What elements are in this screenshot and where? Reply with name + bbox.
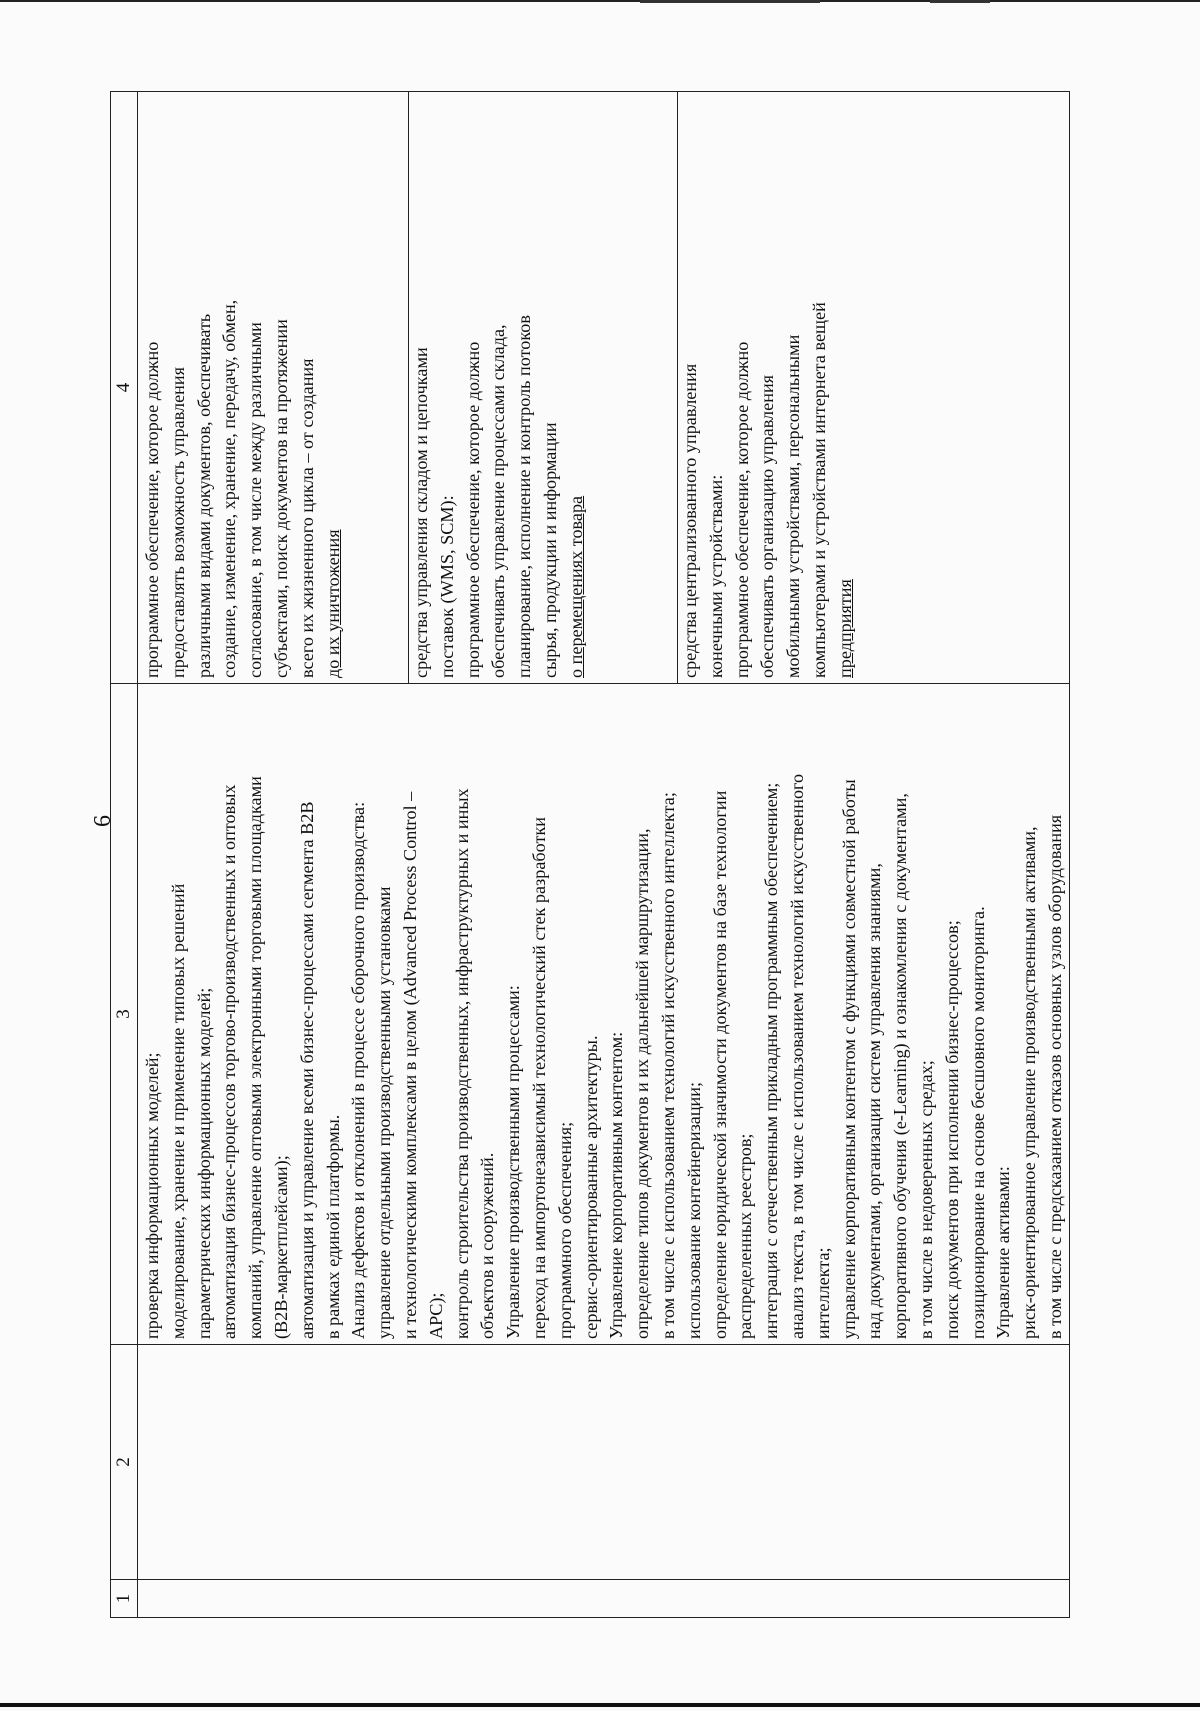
col3-line: в том числе в недоверенных средах; bbox=[915, 1060, 936, 1339]
table-row bbox=[138, 92, 1070, 1618]
col3-line: и технологическими комплексами в целом (Advanced Process Control – bbox=[399, 791, 420, 1339]
col4-block-line: предоставлять возможность управления bbox=[167, 366, 188, 678]
page-number: 6 bbox=[90, 815, 116, 827]
col4-block-line: программное обеспечение, которое должно bbox=[731, 341, 752, 678]
content-table bbox=[110, 91, 1070, 1618]
col3-line: позиционирование на основе бесшовного мониторинга. bbox=[967, 906, 988, 1339]
col3-line: автоматизация бизнес-процессов торгово-производственных и оптовых bbox=[219, 784, 240, 1339]
scan-bottom-edge bbox=[0, 1703, 1200, 1707]
col3-line: в рамках единой платформы. bbox=[322, 1114, 343, 1339]
header-col-2: 2 bbox=[111, 1345, 138, 1580]
col4-block-line: создание, изменение, хранение, передачу, обмен, bbox=[219, 299, 240, 678]
cell-col-4 bbox=[138, 92, 1070, 684]
col3-line: поиск документов при исполнении бизнес-процессов; bbox=[941, 920, 962, 1339]
col4-block-endpoints bbox=[676, 92, 946, 683]
col3-line: программного обеспечения; bbox=[554, 1121, 575, 1339]
col4-block-warehouse bbox=[407, 92, 678, 683]
rotated-table-wrapper bbox=[110, 96, 1065, 1618]
col4-block-line: конечными устройствами: bbox=[705, 474, 726, 678]
col4-block-line: различными видами документов, обеспечивать bbox=[193, 313, 214, 678]
col3-line: корпоративного обучения (e-Learning) и ознакомления с документами, bbox=[890, 793, 911, 1339]
col3-line: моделирование, хранение и применение типовых решений bbox=[167, 883, 188, 1339]
col3-line: (B2B-маркетплейсами); bbox=[270, 1155, 291, 1339]
scan-top-edge bbox=[0, 0, 1200, 2]
col3-line: переход на импортонезависимый технологический стек разработки bbox=[528, 816, 549, 1339]
col4-block-line: средства централизованного управления bbox=[680, 363, 700, 678]
col4-block-line: поставок (WMS, SCM): bbox=[436, 495, 457, 678]
col4-block-line: обеспечивать управление процессами склада, bbox=[488, 324, 509, 678]
col3-line: интеллекта; bbox=[812, 1247, 833, 1339]
col3-line: компаний, управление оптовыми электронными торговыми площадками bbox=[245, 776, 266, 1339]
col3-line: определение типов документов и их дальнейшей маршрутизации, bbox=[632, 828, 653, 1339]
col4-block-line: субъектами, поиск документов на протяжении bbox=[270, 319, 291, 678]
col4-block-documents bbox=[138, 92, 409, 683]
col3-line: над документами, организации систем управления знаниями, bbox=[864, 863, 885, 1339]
col3-line: сервис-ориентированные архитектуры. bbox=[580, 1035, 601, 1339]
col3-line: в том числе с предсказанием отказов основных узлов оборудования bbox=[1044, 814, 1065, 1339]
cell-col-3 bbox=[138, 684, 1070, 1345]
col3-line: контроль строительства производственных, инфраструктурных и иных bbox=[451, 788, 472, 1339]
col3-line: Управление корпоративным контентом: bbox=[606, 1031, 627, 1339]
col3-line: автоматизация и управление всеми бизнес-процессами сегмента B2B bbox=[296, 801, 317, 1339]
col4-block-line: о перемещениях товара bbox=[565, 495, 586, 678]
col4-block-line: обеспечивать организацию управления bbox=[757, 374, 778, 678]
header-col-3: 3 bbox=[111, 684, 138, 1345]
col4-block-line: всего их жизненного цикла – от создания bbox=[296, 358, 317, 678]
col3-line: в том числе с использованием технологий искусственного интеллекта; bbox=[657, 792, 678, 1339]
cell-col-1 bbox=[138, 1580, 1070, 1618]
col3-line: интеграция с отечественным прикладным программным обеспечением; bbox=[761, 782, 782, 1339]
col3-line: управление корпоративным контентом с функциями совместной работы bbox=[838, 779, 859, 1339]
col4-block-line: предприятия bbox=[834, 579, 855, 678]
col4-block-line: планирование, исполнение и контроль потоков bbox=[514, 315, 535, 678]
col3-line: APC); bbox=[425, 1292, 446, 1339]
col3-line: риск-ориентированное управление производственными активами, bbox=[1019, 826, 1040, 1339]
header-col-1: 1 bbox=[111, 1580, 138, 1618]
col4-block-line: средства управления складом и цепочками bbox=[411, 347, 431, 678]
col3-line: распределенных реестров; bbox=[735, 1133, 756, 1339]
scan-mark bbox=[930, 0, 990, 3]
col3-line: Управление производственными процессами: bbox=[503, 985, 524, 1339]
table-header-row bbox=[111, 92, 138, 1618]
col3-line: Управление активами: bbox=[993, 1166, 1014, 1339]
col3-line: анализ текста, в том числе с использованием технологий искусственного bbox=[786, 773, 807, 1339]
col3-line: использование контейнеризации; bbox=[683, 1081, 704, 1339]
col3-line: определение юридической значимости документов на базе технологии bbox=[709, 790, 730, 1339]
col3-line: объектов и сооружений. bbox=[477, 1152, 498, 1339]
header-col-4: 4 bbox=[111, 92, 138, 684]
col3-line: параметрических информационных моделей; bbox=[193, 987, 214, 1339]
col4-block-line: сырья, продукции и информации bbox=[539, 422, 560, 678]
col4-block-line: программное обеспечение, которое должно bbox=[142, 341, 162, 678]
col3-line: управление отдельными производственными установками bbox=[374, 886, 395, 1339]
col4-block-line: согласование, в том числе между различными bbox=[245, 322, 266, 678]
scan-mark bbox=[640, 0, 820, 3]
cell-col-2 bbox=[138, 1345, 1070, 1580]
col3-line: проверка информационных моделей; bbox=[142, 1052, 162, 1339]
col4-block-line: до их уничтожения bbox=[322, 529, 343, 678]
col4-block-line: мобильными устройствами, персональными bbox=[783, 334, 804, 678]
col3-line: Анализ дефектов и отклонений в процессе сборочного производства: bbox=[348, 801, 369, 1339]
col4-block-line: программное обеспечение, которое должно bbox=[462, 341, 483, 678]
col4-block-line: компьютерами и устройствами интернета вещей bbox=[808, 302, 829, 678]
